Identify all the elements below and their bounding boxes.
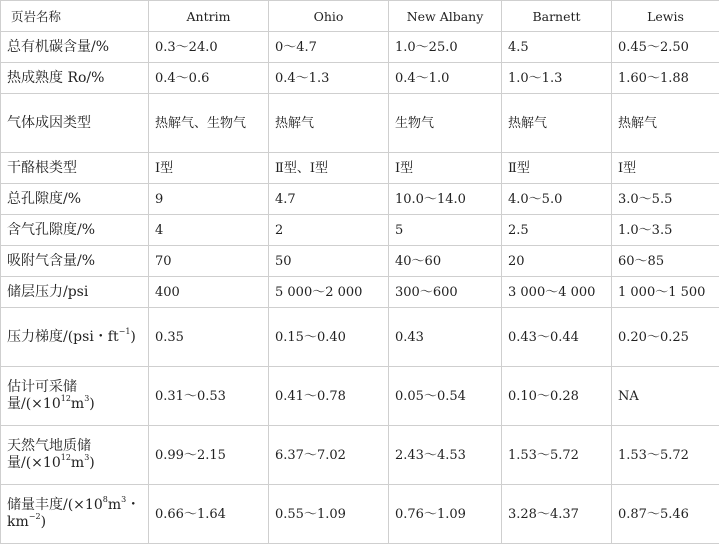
table-cell: 0.99～2.15 [149,426,269,485]
table-cell: 生物气 [389,94,502,153]
label-superscript: 8 [103,495,108,504]
row-label-reservoir-pressure: 储层压力/psi [1,277,149,308]
table-cell: 0.4～0.6 [149,63,269,94]
table-cell: Ⅰ型 [612,153,719,184]
row-label-thermal-maturity: 热成熟度 Ro/% [1,63,149,94]
table-cell: 0.45～2.50 [612,32,719,63]
label-text: 估计可采储量/(×10 [7,379,77,412]
table-cell: 10.0～14.0 [389,184,502,215]
row-label-geological-reserves [1,426,149,485]
table-cell: 6.37～7.02 [269,426,389,485]
label-superscript: 12 [61,453,71,462]
label-superscript: −2 [29,512,41,521]
label-text: 压力梯度/(psi・ft [7,329,119,345]
table-cell: 70 [149,246,269,277]
row-label-gas-origin: 气体成因类型 [1,94,149,153]
table-cell: 3.28～4.37 [502,485,612,544]
table-cell: 3.0～5.5 [612,184,719,215]
table-cell: 2.43～4.53 [389,426,502,485]
table-cell: 热解气 [612,94,719,153]
label-text: ) [130,329,135,345]
table-cell: 0.4～1.0 [389,63,502,94]
table-row [1,246,719,277]
label-superscript: 12 [61,394,71,403]
table-header-row [1,1,719,32]
table-cell: 0.15～0.40 [269,308,389,367]
table-cell: 1.53～5.72 [502,426,612,485]
label-superscript: 3 [84,453,89,462]
table-cell: 4.5 [502,32,612,63]
table-cell: 5 [389,215,502,246]
table-cell: 50 [269,246,389,277]
table-cell: 0.31～0.53 [149,367,269,426]
table-cell: 0.4～1.3 [269,63,389,94]
label-superscript: 3 [121,495,126,504]
table-cell: 1.60～1.88 [612,63,719,94]
table-cell: 0.87～5.46 [612,485,719,544]
table-cell: 1.53～5.72 [612,426,719,485]
table-cell: NA [612,367,719,426]
label-text: m [71,455,84,471]
label-text: m [108,497,121,513]
label-text: ) [89,396,94,412]
table-cell: 1 000～1 500 [612,277,719,308]
row-label-toc: 总有机碳含量/% [1,32,149,63]
header-cell-barnett: Barnett [502,1,612,32]
table-cell: 4.7 [269,184,389,215]
table-row [1,184,719,215]
table-row [1,32,719,63]
table-cell: 0.20～0.25 [612,308,719,367]
label-text: m [71,396,84,412]
table-row [1,277,719,308]
header-cell-ohio: Ohio [269,1,389,32]
row-label-reserve-abundance [1,485,149,544]
table-cell: 热解气 [502,94,612,153]
table-cell: 0.76～1.09 [389,485,502,544]
table-cell: 40～60 [389,246,502,277]
table-cell: 1.0～25.0 [389,32,502,63]
table-row [1,426,719,485]
label-text: ) [41,514,46,530]
table-cell: 5 000～2 000 [269,277,389,308]
table-cell: 2 [269,215,389,246]
table-cell: 4.0～5.0 [502,184,612,215]
table-cell: 0.55～1.09 [269,485,389,544]
table-cell: 0～4.7 [269,32,389,63]
header-cell-lewis: Lewis [612,1,719,32]
table-row [1,153,719,184]
label-text: 储量丰度/(×10 [7,497,103,513]
table-cell: Ⅰ型 [389,153,502,184]
row-label-pressure-gradient [1,308,149,367]
table-cell: 0.43～0.44 [502,308,612,367]
table-row [1,367,719,426]
table-cell: 9 [149,184,269,215]
table-cell: 1.0～3.5 [612,215,719,246]
header-cell-antrim: Antrim [149,1,269,32]
table-cell: 3 000～4 000 [502,277,612,308]
table-cell: 4 [149,215,269,246]
table-cell: 0.10～0.28 [502,367,612,426]
table-cell: 0.66～1.64 [149,485,269,544]
label-text: 天然气地质储量/(×10 [7,438,91,471]
row-label-kerogen-type: 干酪根类型 [1,153,149,184]
table-row [1,308,719,367]
label-text: ) [89,455,94,471]
table-cell: 1.0～1.3 [502,63,612,94]
table-cell: 0.35 [149,308,269,367]
table-cell: 60～85 [612,246,719,277]
table-cell: 0.05～0.54 [389,367,502,426]
table-cell: 热解气 [269,94,389,153]
label-superscript: −1 [119,327,131,336]
table-cell: 400 [149,277,269,308]
label-superscript: 3 [84,394,89,403]
row-label-adsorbed-gas: 吸附气含量/% [1,246,149,277]
table-cell: Ⅰ型 [149,153,269,184]
table-cell: 0.41～0.78 [269,367,389,426]
row-label-recoverable-reserves [1,367,149,426]
row-label-gas-porosity: 含气孔隙度/% [1,215,149,246]
table-cell: 300～600 [389,277,502,308]
header-cell-shale-name: 页岩名称 [1,1,149,32]
table-row [1,215,719,246]
header-cell-new-albany: New Albany [389,1,502,32]
table-cell: 20 [502,246,612,277]
table-row [1,94,719,153]
table-cell: 热解气、生物气 [149,94,269,153]
table-row [1,485,719,544]
label-text: ・km [7,497,140,530]
table-cell: Ⅱ型、Ⅰ型 [269,153,389,184]
row-label-total-porosity: 总孔隙度/% [1,184,149,215]
table-cell: Ⅱ型 [502,153,612,184]
table-cell: 0.3～24.0 [149,32,269,63]
table-cell: 2.5 [502,215,612,246]
table-row [1,63,719,94]
table-cell: 0.43 [389,308,502,367]
